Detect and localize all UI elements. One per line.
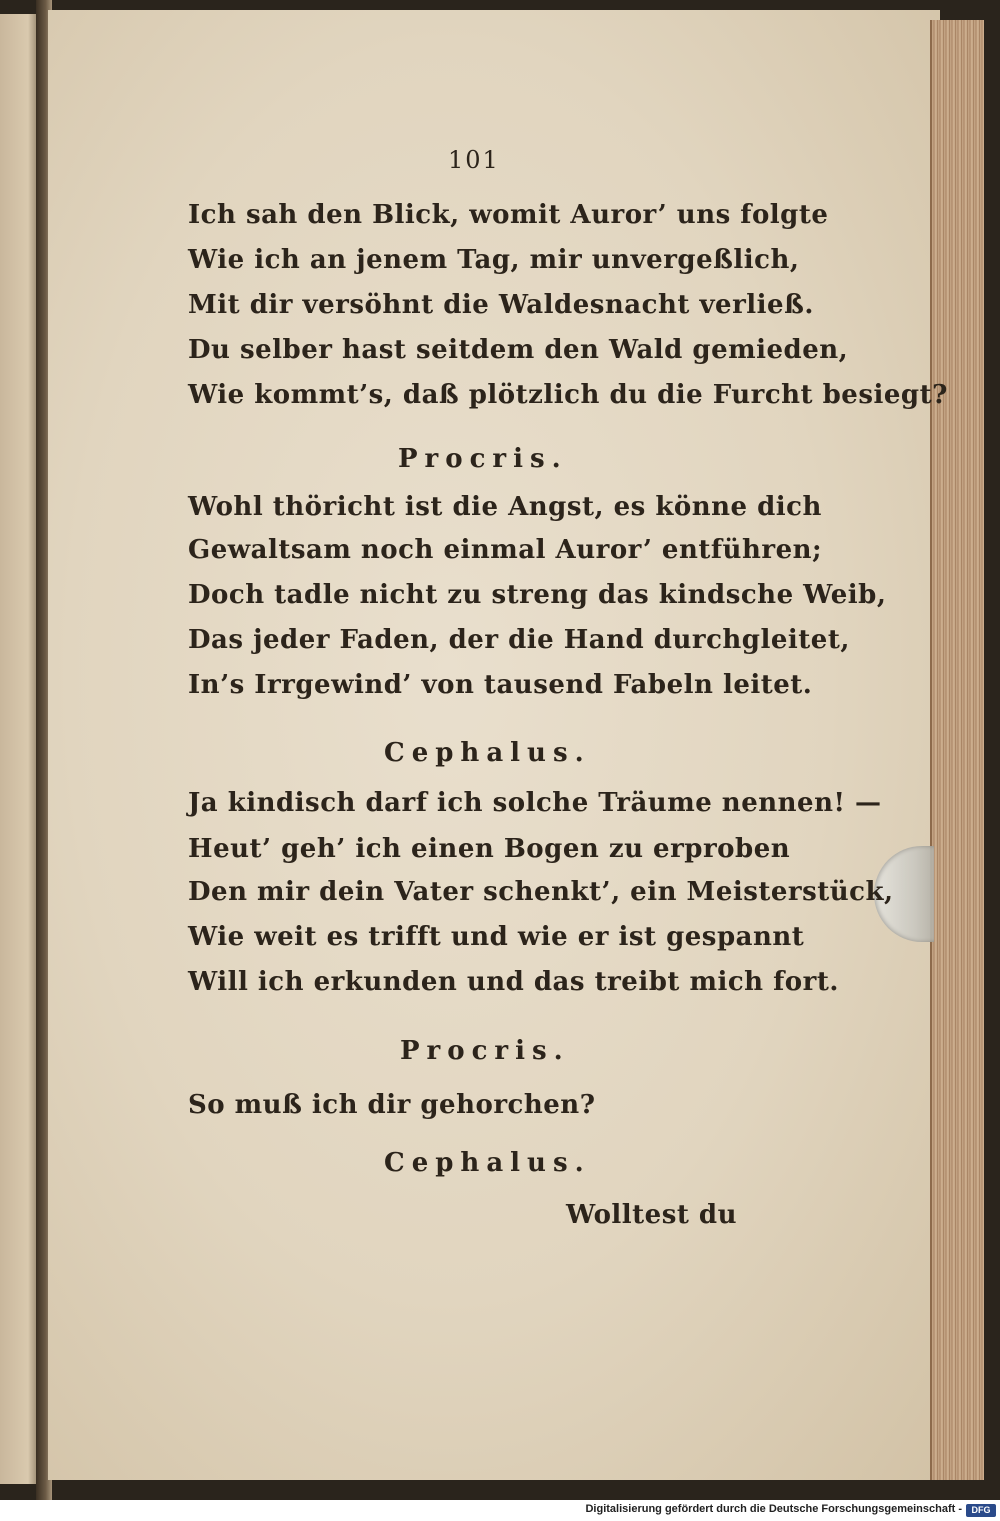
- speaker-name: Cephalus.: [384, 738, 591, 768]
- page-number: 101: [448, 146, 500, 174]
- funding-credit: Digitalisierung gefördert durch die Deutsche Forschungsgemeinschaft -: [585, 1503, 962, 1515]
- verse-line: So muß ich dir gehorchen?: [188, 1090, 596, 1120]
- verse-line: Will ich erkunden und das treibt mich fort.: [188, 967, 839, 997]
- verse-line: Ja kindisch darf ich solche Träume nennen! —: [188, 788, 882, 818]
- verse-line: Wolltest du: [566, 1200, 738, 1230]
- verse-line: Wohl thöricht ist die Angst, es könne dich: [188, 492, 822, 522]
- verse-line: Das jeder Faden, der die Hand durchgleitet,: [188, 625, 850, 655]
- speaker-name: Procris.: [398, 444, 568, 474]
- dfg-logo: DFG: [966, 1504, 996, 1517]
- digitization-footer: [0, 1500, 1000, 1521]
- verse-line: Du selber hast seitdem den Wald gemieden,: [188, 335, 849, 365]
- verse-line: Doch tadle nicht zu streng das kindsche Weib,: [188, 580, 887, 610]
- verse-line: Mit dir versöhnt die Waldesnacht verließ.: [188, 290, 814, 320]
- speaker-name: Procris.: [400, 1036, 570, 1066]
- verse-line: Heut’ geh’ ich einen Bogen zu erproben: [188, 834, 791, 864]
- verse-line: In’s Irrgewind’ von tausend Fabeln leitet.: [188, 670, 813, 700]
- verse-line: Wie weit es trifft und wie er ist gespannt: [188, 922, 805, 952]
- verse-line: Wie ich an jenem Tag, mir unvergeßlich,: [188, 245, 800, 275]
- speaker-name: Cephalus.: [384, 1148, 591, 1178]
- verse-line: Ich sah den Blick, womit Auror’ uns folgte: [188, 200, 829, 230]
- verse-line: Den mir dein Vater schenkt’, ein Meisterstück,: [188, 877, 894, 907]
- verse-line: Wie kommt’s, daß plötzlich du die Furcht besiegt?: [188, 380, 948, 410]
- verse-line: Gewaltsam noch einmal Auror’ entführen;: [188, 535, 823, 565]
